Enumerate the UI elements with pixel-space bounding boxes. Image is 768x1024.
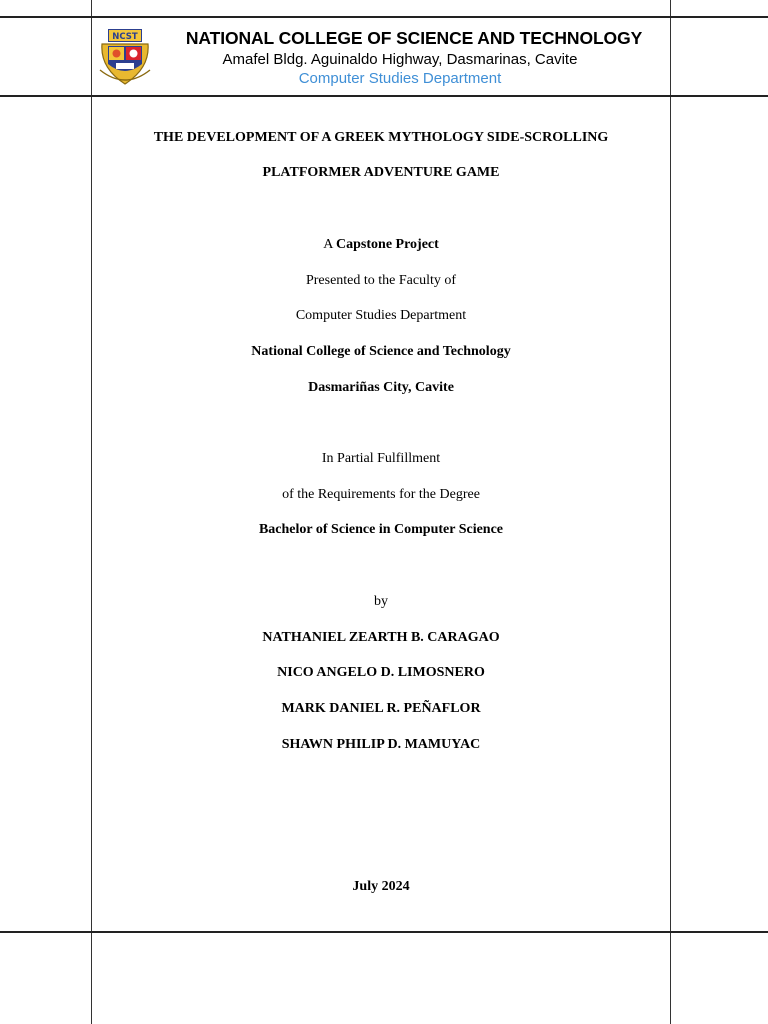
thesis-title-line-2: PLATFORMER ADVENTURE GAME bbox=[262, 165, 500, 180]
institution-line: National College of Science and Technology bbox=[251, 344, 511, 359]
department-line: Computer Studies Department bbox=[295, 308, 467, 323]
submission-date: July 2024 bbox=[352, 879, 410, 894]
ncst-seal-logo bbox=[96, 24, 154, 86]
fulfillment-line-2: of the Requirements for the Degree bbox=[282, 487, 480, 502]
institution-address: Amafel Bldg. Aguinaldo Highway, Dasmarinas, Cavite bbox=[222, 51, 578, 68]
footer-line bbox=[0, 931, 768, 933]
fulfillment-line-1: In Partial Fulfillment bbox=[321, 451, 441, 466]
location-line: Dasmariñas City, Cavite bbox=[308, 380, 454, 395]
letterhead bbox=[92, 18, 670, 96]
author-name: NATHANIEL ZEARTH B. CARAGAO bbox=[262, 630, 500, 645]
author-name: SHAWN PHILIP D. MAMUYAC bbox=[281, 737, 481, 752]
project-type: A Capstone Project bbox=[323, 237, 439, 252]
right-margin-line bbox=[670, 0, 671, 1024]
by-line: by bbox=[374, 594, 388, 609]
project-type-text: Capstone Project bbox=[336, 237, 439, 252]
presented-to: Presented to the Faculty of bbox=[305, 273, 457, 288]
author-name: MARK DANIEL R. PEÑAFLOR bbox=[281, 701, 481, 716]
left-margin-line bbox=[91, 0, 92, 1024]
institution-name: NATIONAL COLLEGE OF SCIENCE AND TECHNOLOGY bbox=[185, 28, 643, 48]
author-name: NICO ANGELO D. LIMOSNERO bbox=[277, 665, 485, 680]
institution-department: Computer Studies Department bbox=[298, 70, 502, 87]
thesis-title-line-1: THE DEVELOPMENT OF A GREEK MYTHOLOGY SIDE-SCROLLING bbox=[153, 130, 609, 145]
logo-text: NCST bbox=[112, 32, 138, 42]
degree-line: Bachelor of Science in Computer Science bbox=[258, 522, 504, 537]
